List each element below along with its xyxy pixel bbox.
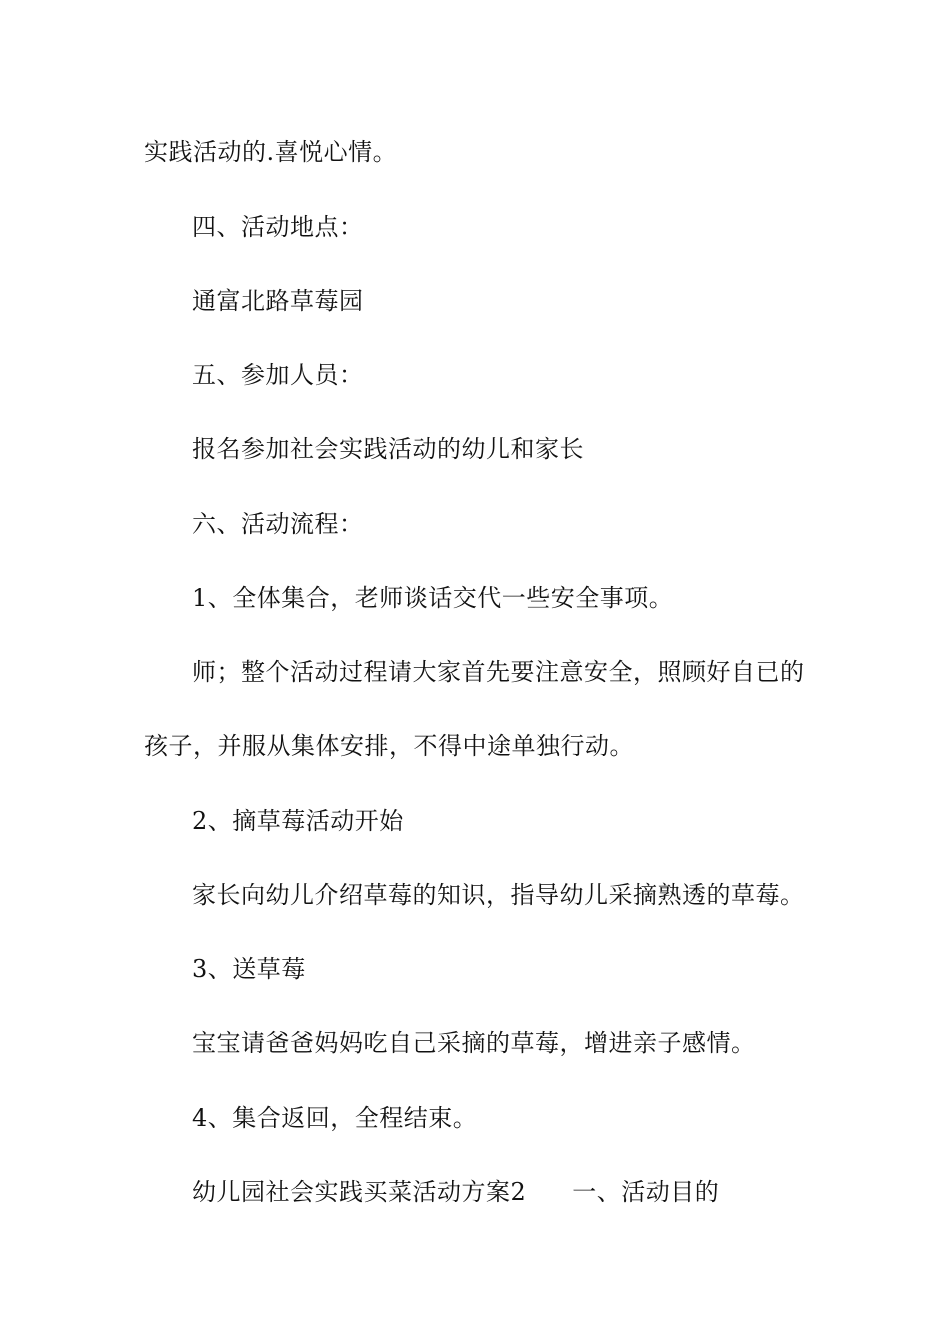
list-item: 1、全体集合，老师谈话交代一些安全事项。	[192, 584, 674, 612]
paragraph-line: 师；整个活动过程请大家首先要注意安全，照顾好自已的	[192, 658, 805, 686]
paragraph-line: 宝宝请爸爸妈妈吃自己采摘的草莓，增进亲子感情。	[192, 1029, 756, 1057]
paragraph-line: 孩子，并服从集体安排，不得中途单独行动。	[144, 732, 634, 760]
plan-title: 幼儿园社会实践买菜活动方案2	[192, 1178, 527, 1206]
section-heading-goal: 一、活动目的	[572, 1178, 720, 1206]
plan-title-line	[192, 1175, 719, 1209]
section-heading-location: 四、活动地点：	[192, 213, 364, 241]
list-item: 3、送草莓	[192, 955, 306, 983]
paragraph-line: 报名参加社会实践活动的幼儿和家长	[192, 435, 584, 463]
paragraph-line: 实践活动的.喜悦心情。	[144, 138, 398, 166]
paragraph-line: 家长向幼儿介绍草莓的知识，指导幼儿采摘熟透的草莓。	[192, 881, 805, 909]
list-item: 2、摘草莓活动开始	[192, 807, 404, 835]
section-heading-process: 六、活动流程：	[192, 510, 364, 538]
section-heading-participants: 五、参加人员：	[192, 361, 364, 389]
paragraph-line: 通富北路草莓园	[192, 287, 364, 315]
list-item: 4、集合返回，全程结束。	[192, 1104, 478, 1132]
